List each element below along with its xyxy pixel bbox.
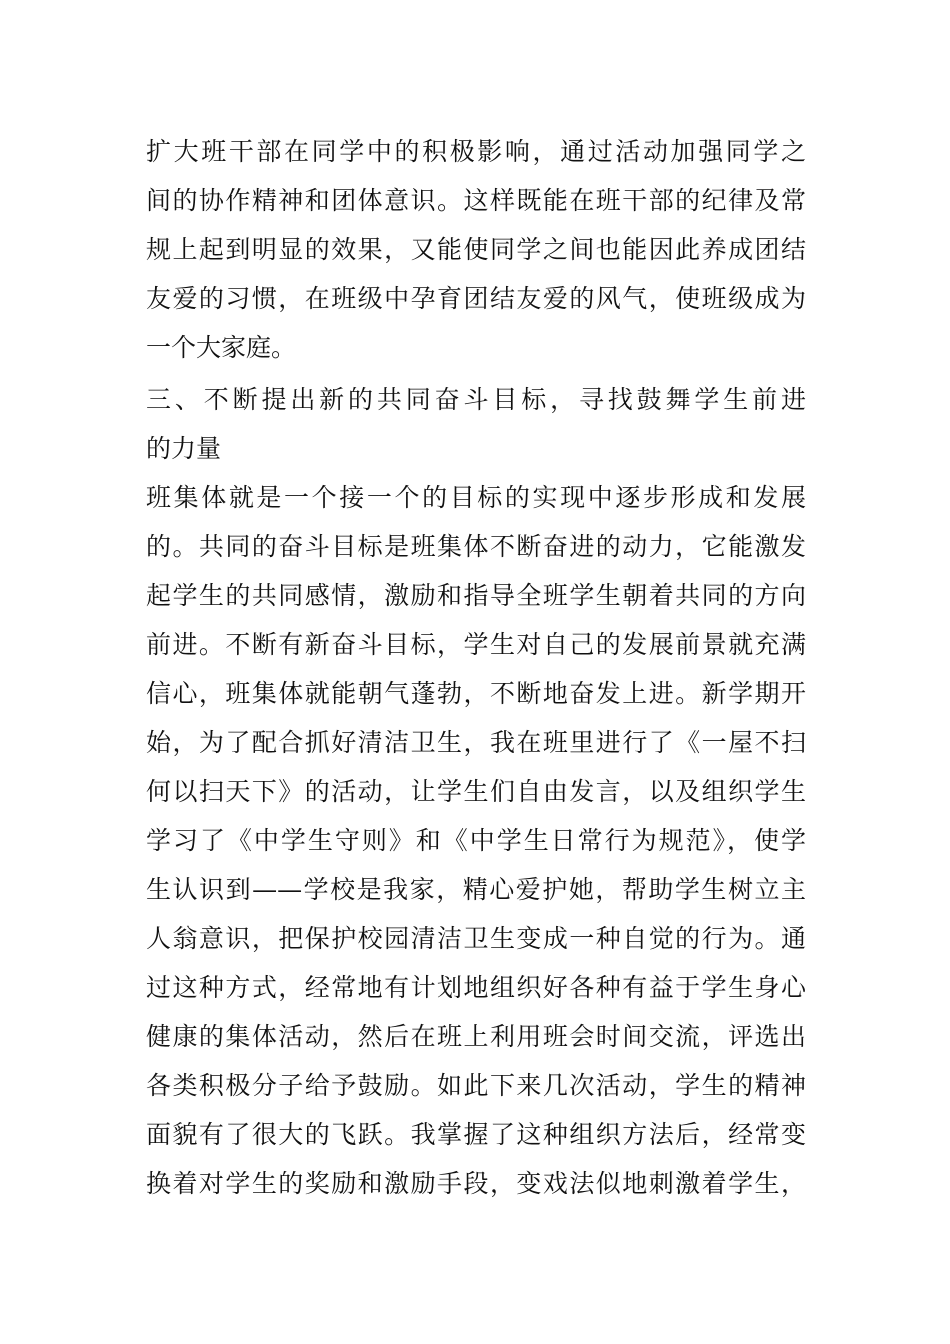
text-line: 健康的集体活动，然后在班上利用班会时间交流，评选出 <box>146 1022 806 1051</box>
text-line: 班集体就是一个接一个的目标的实现中逐步形成和发展 <box>146 483 806 512</box>
text-line: 换着对学生的奖励和激励手段，变戏法似地刺激着学生， <box>146 1169 806 1198</box>
text-line: 过这种方式，经常地有计划地组织好各种有益于学生身心 <box>146 973 806 1002</box>
text-line: 间的协作精神和团体意识。这样既能在班干部的纪律及常 <box>146 186 806 215</box>
text-line: 友爱的习惯，在班级中孕育团结友爱的风气，使班级成为 <box>146 284 806 313</box>
text-line: 规上起到明显的效果，又能使同学之间也能因此养成团结 <box>146 235 806 264</box>
text-line: 学习了《中学生守则》和《中学生日常行为规范》，使学 <box>146 826 806 855</box>
section-heading-line: 的力量 <box>146 434 222 463</box>
text-line: 一个大家庭。 <box>146 333 297 362</box>
text-line: 生认识到——学校是我家，精心爱护她，帮助学生树立主 <box>146 875 806 904</box>
text-line: 各类积极分子给予鼓励。如此下来几次活动，学生的精神 <box>146 1071 806 1100</box>
text-line: 始，为了配合抓好清洁卫生，我在班里进行了《一屋不扫 <box>146 728 806 757</box>
text-line: 扩大班干部在同学中的积极影响，通过活动加强同学之 <box>146 137 806 166</box>
text-line: 何以扫天下》的活动，让学生们自由发言，以及组织学生 <box>146 777 806 806</box>
section-heading-line: 三、不断提出新的共同奋斗目标，寻找鼓舞学生前进 <box>146 385 806 414</box>
text-line: 的。共同的奋斗目标是班集体不断奋进的动力，它能激发 <box>146 532 806 561</box>
text-line: 起学生的共同感情，激励和指导全班学生朝着共同的方向 <box>146 581 806 610</box>
text-line: 前进。不断有新奋斗目标，学生对自己的发展前景就充满 <box>146 630 806 659</box>
text-line: 面貌有了很大的飞跃。我掌握了这种组织方法后，经常变 <box>146 1120 806 1149</box>
text-line: 信心，班集体就能朝气蓬勃，不断地奋发上进。新学期开 <box>146 679 806 708</box>
text-line: 人翁意识，把保护校园清洁卫生变成一种自觉的行为。通 <box>146 924 806 953</box>
